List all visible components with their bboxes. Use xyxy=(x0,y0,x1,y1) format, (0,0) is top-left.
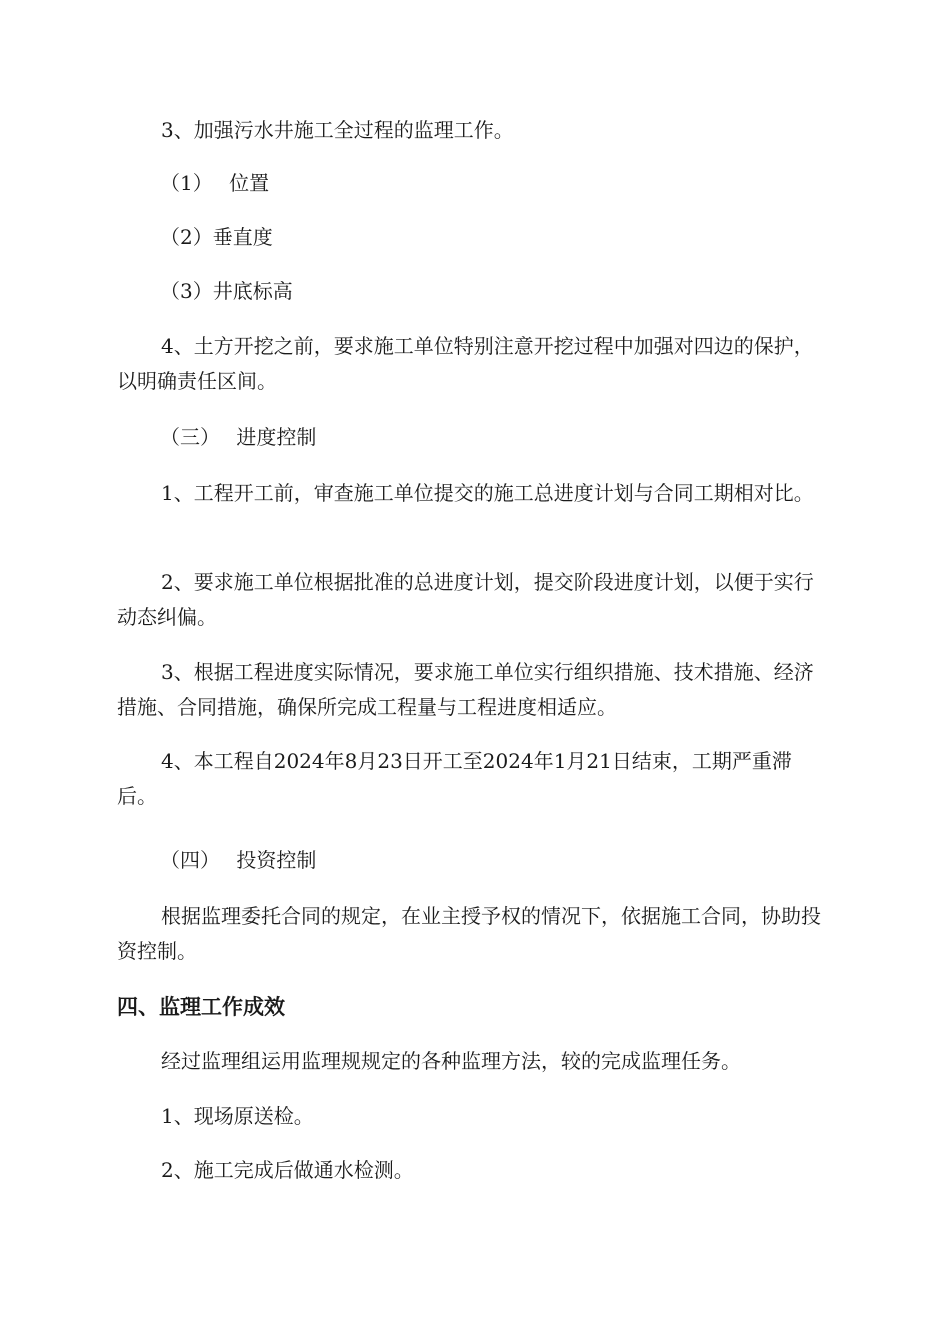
paragraph-schedule-2: 2、要求施工单位根据批准的总进度计划，提交阶段进度计划，以便于实行动态纠偏。 xyxy=(117,570,814,629)
paragraph-investment: 根据监理委托合同的规定，在业主授予权的情况下，依据施工合同，协助投资控制。 xyxy=(117,904,821,963)
list-item-bottom-elevation: （3）井底标高 xyxy=(160,279,293,303)
section-title-schedule-control: （三） 进度控制 xyxy=(160,425,317,449)
paragraph-sewer-well: 3、加强污水井施工全过程的监理工作。 xyxy=(161,118,514,142)
list-item-verticality: （2）垂直度 xyxy=(160,225,273,249)
section-title-investment-control: （四） 投资控制 xyxy=(160,848,317,872)
paragraph-schedule-1: 1、工程开工前，审查施工单位提交的施工总进度计划与合同工期相对比。 xyxy=(161,481,814,505)
paragraph-schedule-3: 3、根据工程进度实际情况，要求施工单位实行组织措施、技术措施、经济措施、合同措施，确保所完成工程量与工程进度相适应。 xyxy=(117,660,814,719)
paragraph-excavation: 4、土方开挖之前，要求施工单位特别注意开挖过程中加强对四边的保护，以明确责任区间。 xyxy=(117,334,814,393)
paragraph-results-1: 1、现场原送检。 xyxy=(161,1104,314,1128)
paragraph-schedule-4: 4、本工程自2024年8月23日开工至2024年1月21日结束，工期严重滞后。 xyxy=(117,749,792,808)
paragraph-results-intro: 经过监理组运用监理规规定的各种监理方法，较的完成监理任务。 xyxy=(161,1049,741,1073)
list-item-position: （1） 位置 xyxy=(160,171,270,195)
paragraph-results-2: 2、施工完成后做通水检测。 xyxy=(161,1158,414,1182)
heading-supervision-results: 四、监理工作成效 xyxy=(117,995,285,1019)
